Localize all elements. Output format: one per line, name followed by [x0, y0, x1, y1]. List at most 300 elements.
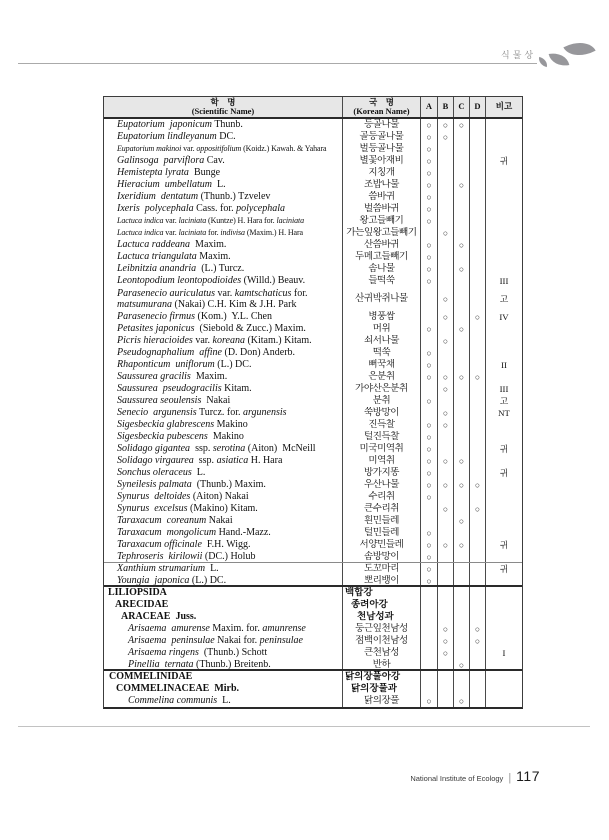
site-b-cell: [438, 167, 454, 179]
site-a-cell: [421, 587, 438, 599]
scientific-name-cell: Commelina communis L.: [104, 695, 343, 707]
site-d-cell: [470, 215, 486, 227]
korean-name-cell: 산귀박쥐나물: [343, 287, 421, 311]
site-d-cell: [470, 407, 486, 419]
korean-name-cell: 뻐꾹채: [343, 359, 421, 371]
site-c-cell: [454, 143, 470, 155]
korean-name-cell: 벌씀바귀: [343, 203, 421, 215]
scientific-name-cell: Leibnitzia anandria (L.) Turcz.: [104, 263, 343, 275]
korean-name-cell: 산씀바귀: [343, 239, 421, 251]
table-row: [104, 587, 522, 599]
scientific-name-cell: Taraxacum mongolicum Hand.-Mazz.: [104, 527, 343, 539]
table-row: [104, 239, 522, 251]
table-row: [104, 191, 522, 203]
site-c-cell: [454, 455, 470, 467]
site-b-cell: [438, 119, 454, 131]
presence-circle-icon: ○: [442, 294, 449, 304]
site-d-cell: [470, 683, 486, 695]
table-row: [104, 251, 522, 263]
col-header-korean-name-en: (Korean Name): [353, 106, 410, 116]
site-c-cell: [454, 155, 470, 167]
footer-divider: |: [508, 772, 512, 784]
presence-circle-icon: ○: [426, 264, 432, 274]
site-c-cell: [454, 395, 470, 407]
site-b-cell: [438, 527, 454, 539]
site-a-cell: [421, 287, 438, 311]
presence-circle-icon: ○: [458, 516, 465, 526]
korean-name-cell: 백합강: [343, 587, 421, 599]
site-d-cell: [470, 659, 486, 669]
scientific-name-cell: Lactuca triangulata Maxim.: [104, 251, 343, 263]
korean-name-cell: 흰민들레: [343, 515, 421, 527]
site-b-cell: [438, 563, 454, 575]
site-a-cell: [421, 575, 438, 585]
site-d-cell: [470, 179, 486, 191]
korean-name-cell: 닭의장풀아강: [343, 671, 421, 683]
presence-circle-icon: ○: [426, 180, 432, 190]
site-b-cell: [438, 623, 454, 635]
leaf-icon: [537, 57, 549, 67]
site-d-cell: [470, 395, 486, 407]
note-cell: [486, 503, 522, 515]
site-a-cell: [421, 191, 438, 203]
site-a-cell: [421, 515, 438, 527]
presence-circle-icon: ○: [442, 648, 449, 658]
korean-name-cell: 서양민들레: [343, 539, 421, 551]
table-row: [104, 455, 522, 467]
flora-species-table: [103, 96, 523, 709]
table-row: [104, 623, 522, 635]
site-a-cell: [421, 167, 438, 179]
site-d-cell: [470, 539, 486, 551]
korean-name-cell: 털진득찰: [343, 431, 421, 443]
scientific-name-cell: Galinsoga parviflora Cav.: [104, 155, 343, 167]
table-row: [104, 143, 522, 155]
presence-circle-icon: ○: [474, 636, 481, 646]
site-a-cell: [421, 119, 438, 131]
presence-circle-icon: ○: [442, 636, 449, 646]
korean-name-cell: 가는잎왕고들빼기: [343, 227, 421, 239]
site-b-cell: [438, 347, 454, 359]
presence-circle-icon: ○: [426, 192, 432, 202]
korean-name-cell: 천남성과: [343, 611, 421, 623]
note-cell: [486, 119, 522, 131]
site-c-cell: [454, 695, 470, 707]
table-row: [104, 311, 522, 323]
note-cell: [486, 227, 522, 239]
site-b-cell: [438, 251, 454, 263]
site-d-cell: [470, 491, 486, 503]
site-c-cell: [454, 467, 470, 479]
presence-circle-icon: ○: [426, 396, 432, 406]
col-header-scientific-name: [104, 97, 343, 117]
table-row: [104, 347, 522, 359]
scientific-name-cell: Ixeridium dentatum (Thunb.) Tzvelev: [104, 191, 343, 203]
table-row: [104, 287, 522, 311]
korean-name-cell: 골등골나물: [343, 131, 421, 143]
section-label: 식물상: [501, 50, 537, 60]
scientific-name-cell: Xanthium strumarium L.: [104, 563, 343, 575]
site-c-cell: [454, 623, 470, 635]
site-a-cell: [421, 335, 438, 347]
site-d-cell: [470, 587, 486, 599]
scientific-name-cell: Youngia japonica (L.) DC.: [104, 575, 343, 585]
note-cell: [486, 191, 522, 203]
note-cell: 귀: [499, 468, 509, 478]
scientific-name-cell: Sigesbeckia glabrescens Makino: [104, 419, 343, 431]
site-d-cell: [470, 527, 486, 539]
note-cell: [486, 251, 522, 263]
note-cell: [486, 179, 522, 191]
note-cell: [486, 695, 522, 707]
korean-name-cell: 머위: [343, 323, 421, 335]
table-row: [104, 395, 522, 407]
col-header-korean-name-ko: 국 명: [369, 96, 394, 107]
site-a-cell: [421, 443, 438, 455]
note-cell: [486, 479, 522, 491]
site-c-cell: [454, 167, 470, 179]
presence-circle-icon: ○: [458, 240, 465, 250]
table-row: [104, 683, 522, 695]
note-cell: III: [499, 276, 509, 286]
site-b-cell: [438, 203, 454, 215]
scientific-name-cell: COMMELINIDAE: [104, 671, 343, 683]
presence-circle-icon: ○: [458, 372, 465, 382]
site-d-cell: [470, 119, 486, 131]
presence-circle-icon: ○: [442, 384, 449, 394]
site-a-cell: [421, 683, 438, 695]
site-c-cell: [454, 311, 470, 323]
site-a-cell: [421, 179, 438, 191]
table-row: [104, 227, 522, 239]
presence-circle-icon: ○: [442, 228, 449, 238]
presence-circle-icon: ○: [426, 204, 432, 214]
korean-name-cell: 종려아강: [343, 599, 421, 611]
presence-circle-icon: ○: [458, 660, 465, 669]
site-c-cell: [454, 191, 470, 203]
site-c-cell: [454, 131, 470, 143]
table-row: [104, 275, 522, 287]
site-a-cell: [421, 563, 438, 575]
site-c-cell: [454, 611, 470, 623]
table-row: [104, 263, 522, 275]
site-a-cell: [421, 611, 438, 623]
note-cell: [486, 167, 522, 179]
site-d-cell: [470, 383, 486, 395]
note-cell: NT: [498, 408, 510, 418]
site-b-cell: [438, 611, 454, 623]
site-d-cell: [470, 263, 486, 275]
korean-name-cell: 벌등골나물: [343, 143, 421, 155]
site-c-cell: [454, 179, 470, 191]
presence-circle-icon: ○: [426, 564, 432, 574]
site-b-cell: [438, 287, 454, 311]
table-row: [104, 647, 522, 659]
korean-name-cell: 반하: [343, 659, 421, 669]
site-d-cell: [470, 371, 486, 383]
site-a-cell: [421, 527, 438, 539]
site-c-cell: [454, 251, 470, 263]
table-row: [104, 659, 522, 671]
site-c-cell: [454, 443, 470, 455]
presence-circle-icon: ○: [426, 444, 432, 454]
site-b-cell: [438, 503, 454, 515]
site-d-cell: [470, 251, 486, 263]
footer-organization: National Institute of Ecology: [410, 774, 504, 783]
presence-circle-icon: ○: [458, 120, 465, 130]
presence-circle-icon: ○: [426, 120, 432, 130]
site-b-cell: [438, 395, 454, 407]
scientific-name-cell: Ixeris polycephala Cass. for. polycephala: [104, 203, 343, 215]
site-c-cell: [454, 599, 470, 611]
site-d-cell: [470, 671, 486, 683]
site-d-cell: [470, 227, 486, 239]
note-cell: [486, 527, 522, 539]
site-a-cell: [421, 479, 438, 491]
scientific-name-cell: COMMELINACEAE Mirb.: [104, 683, 343, 695]
note-cell: [486, 683, 522, 695]
presence-circle-icon: ○: [442, 336, 449, 346]
col-header-site-c: C: [454, 97, 470, 117]
site-c-cell: [454, 575, 470, 585]
site-d-cell: [470, 551, 486, 562]
site-c-cell: [454, 635, 470, 647]
site-a-cell: [421, 503, 438, 515]
site-a-cell: [421, 467, 438, 479]
site-c-cell: [454, 527, 470, 539]
scientific-name-cell: Petasites japonicus (Siebold & Zucc.) Maxim.: [104, 323, 343, 335]
scientific-name-cell: Saussurea gracilis Maxim.: [104, 371, 343, 383]
site-a-cell: [421, 635, 438, 647]
presence-circle-icon: ○: [458, 540, 465, 550]
site-d-cell: [470, 347, 486, 359]
site-d-cell: [470, 431, 486, 443]
page-footer: [410, 768, 540, 784]
site-c-cell: [454, 287, 470, 311]
site-a-cell: [421, 647, 438, 659]
scientific-name-cell: Taraxacum coreanum Nakai: [104, 515, 343, 527]
site-d-cell: [470, 611, 486, 623]
site-c-cell: [454, 563, 470, 575]
site-b-cell: [438, 647, 454, 659]
site-b-cell: [438, 371, 454, 383]
table-row: [104, 539, 522, 551]
site-d-cell: [470, 311, 486, 323]
site-b-cell: [438, 599, 454, 611]
site-c-cell: [454, 323, 470, 335]
korean-name-cell: 뽀리뱅이: [343, 575, 421, 585]
table-row: [104, 515, 522, 527]
note-cell: [486, 635, 522, 647]
site-d-cell: [470, 203, 486, 215]
site-b-cell: [438, 467, 454, 479]
korean-name-cell: 수리취: [343, 491, 421, 503]
presence-circle-icon: ○: [426, 156, 432, 166]
presence-circle-icon: ○: [442, 120, 449, 130]
table-row: [104, 491, 522, 503]
korean-name-cell: 큰수리취: [343, 503, 421, 515]
table-row: [104, 479, 522, 491]
site-b-cell: [438, 683, 454, 695]
note-cell: III: [499, 384, 509, 394]
site-d-cell: [470, 443, 486, 455]
korean-name-cell: 털민들레: [343, 527, 421, 539]
site-d-cell: [470, 503, 486, 515]
presence-circle-icon: ○: [442, 480, 449, 490]
site-a-cell: [421, 407, 438, 419]
table-row: [104, 383, 522, 395]
site-c-cell: [454, 551, 470, 562]
scientific-name-cell: Synurus excelsus (Makino) Kitam.: [104, 503, 343, 515]
site-c-cell: [454, 515, 470, 527]
korean-name-cell: 은분취: [343, 371, 421, 383]
note-cell: [486, 623, 522, 635]
scientific-name-cell: Eupatorium makinoi var. oppositifolium (Koidz.) Kawah. & Yahara: [104, 143, 343, 155]
site-c-cell: [454, 491, 470, 503]
site-a-cell: [421, 431, 438, 443]
site-b-cell: [438, 431, 454, 443]
presence-circle-icon: ○: [426, 144, 432, 154]
scientific-name-cell: Parasenecio auriculatus var. kamtschaticus for. matsumurana (Nakai) C.H. Kim & J.H. Park: [104, 287, 343, 311]
site-a-cell: [421, 371, 438, 383]
table-row: [104, 203, 522, 215]
site-b-cell: [438, 383, 454, 395]
site-b-cell: [438, 539, 454, 551]
col-header-site-d: D: [470, 97, 486, 117]
scientific-name-cell: Eupatorium lindleyanum DC.: [104, 131, 343, 143]
scientific-name-cell: LILIOPSIDA: [104, 587, 343, 599]
page-number: 117: [516, 768, 540, 784]
site-d-cell: [470, 575, 486, 585]
presence-circle-icon: ○: [442, 408, 449, 418]
presence-circle-icon: ○: [458, 480, 465, 490]
note-cell: 귀: [499, 444, 509, 454]
korean-name-cell: 왕고들빼기: [343, 215, 421, 227]
scientific-name-cell: Lactuca indica var. laciniata for. indivisa (Maxim.) H. Hara: [104, 227, 343, 239]
korean-name-cell: 별꽃아재비: [343, 155, 421, 167]
col-header-note: 비고: [495, 101, 513, 112]
site-b-cell: [438, 215, 454, 227]
note-cell: [486, 599, 522, 611]
site-b-cell: [438, 695, 454, 707]
note-cell: [486, 335, 522, 347]
site-b-cell: [438, 575, 454, 585]
table-row: [104, 119, 522, 131]
presence-circle-icon: ○: [426, 492, 432, 502]
site-a-cell: [421, 155, 438, 167]
presence-circle-icon: ○: [458, 456, 465, 466]
presence-circle-icon: ○: [426, 696, 432, 706]
site-a-cell: [421, 491, 438, 503]
presence-circle-icon: ○: [426, 540, 432, 550]
site-a-cell: [421, 251, 438, 263]
site-a-cell: [421, 203, 438, 215]
scientific-name-cell: ARECIDAE: [104, 599, 343, 611]
site-c-cell: [454, 359, 470, 371]
note-cell: 귀: [499, 540, 509, 550]
site-d-cell: [470, 455, 486, 467]
site-b-cell: [438, 659, 454, 669]
site-b-cell: [438, 227, 454, 239]
site-b-cell: [438, 311, 454, 323]
presence-circle-icon: ○: [458, 324, 465, 334]
site-c-cell: [454, 203, 470, 215]
table-row: [104, 371, 522, 383]
table-row: [104, 671, 522, 683]
note-cell: IV: [499, 312, 509, 322]
note-cell: [486, 323, 522, 335]
note-cell: [486, 611, 522, 623]
site-b-cell: [438, 155, 454, 167]
site-c-cell: [454, 347, 470, 359]
leaf-icon: [563, 35, 595, 64]
site-d-cell: [470, 467, 486, 479]
note-cell: [486, 551, 522, 562]
presence-circle-icon: ○: [426, 168, 432, 178]
scientific-name-cell: Pseudognaphalium affine (D. Don) Anderb.: [104, 347, 343, 359]
presence-circle-icon: ○: [426, 324, 432, 334]
table-row: [104, 635, 522, 647]
table-row: [104, 503, 522, 515]
site-b-cell: [438, 191, 454, 203]
site-c-cell: [454, 263, 470, 275]
presence-circle-icon: ○: [426, 468, 432, 478]
korean-name-cell: 떡쑥: [343, 347, 421, 359]
site-b-cell: [438, 131, 454, 143]
table-body: [104, 119, 522, 707]
site-d-cell: [470, 695, 486, 707]
site-c-cell: [454, 479, 470, 491]
site-a-cell: [421, 311, 438, 323]
site-b-cell: [438, 635, 454, 647]
korean-name-cell: 우산나물: [343, 479, 421, 491]
korean-name-cell: 도꼬마리: [343, 563, 421, 575]
korean-name-cell: 가야산은분취: [343, 383, 421, 395]
site-a-cell: [421, 227, 438, 239]
korean-name-cell: 쇠서나물: [343, 335, 421, 347]
site-a-cell: [421, 323, 438, 335]
site-b-cell: [438, 671, 454, 683]
korean-name-cell: 쑥방망이: [343, 407, 421, 419]
presence-circle-icon: ○: [442, 372, 449, 382]
site-a-cell: [421, 419, 438, 431]
site-b-cell: [438, 143, 454, 155]
site-a-cell: [421, 623, 438, 635]
note-cell: I: [502, 648, 506, 658]
site-c-cell: [454, 407, 470, 419]
table-header-row: [104, 97, 522, 119]
presence-circle-icon: ○: [474, 504, 481, 514]
site-c-cell: [454, 383, 470, 395]
presence-circle-icon: ○: [458, 264, 465, 274]
note-cell: [486, 671, 522, 683]
site-d-cell: [470, 191, 486, 203]
site-d-cell: [470, 647, 486, 659]
site-c-cell: [454, 215, 470, 227]
table-row: [104, 575, 522, 587]
site-c-cell: [454, 227, 470, 239]
table-row: [104, 599, 522, 611]
site-b-cell: [438, 407, 454, 419]
scientific-name-cell: Hieracium umbellatum L.: [104, 179, 343, 191]
site-c-cell: [454, 671, 470, 683]
note-cell: [486, 347, 522, 359]
scientific-name-cell: Lactuca raddeana Maxim.: [104, 239, 343, 251]
note-cell: [486, 515, 522, 527]
site-a-cell: [421, 599, 438, 611]
scientific-name-cell: Solidago virgaurea ssp. asiatica H. Hara: [104, 455, 343, 467]
col-header-site-b: B: [438, 97, 454, 117]
